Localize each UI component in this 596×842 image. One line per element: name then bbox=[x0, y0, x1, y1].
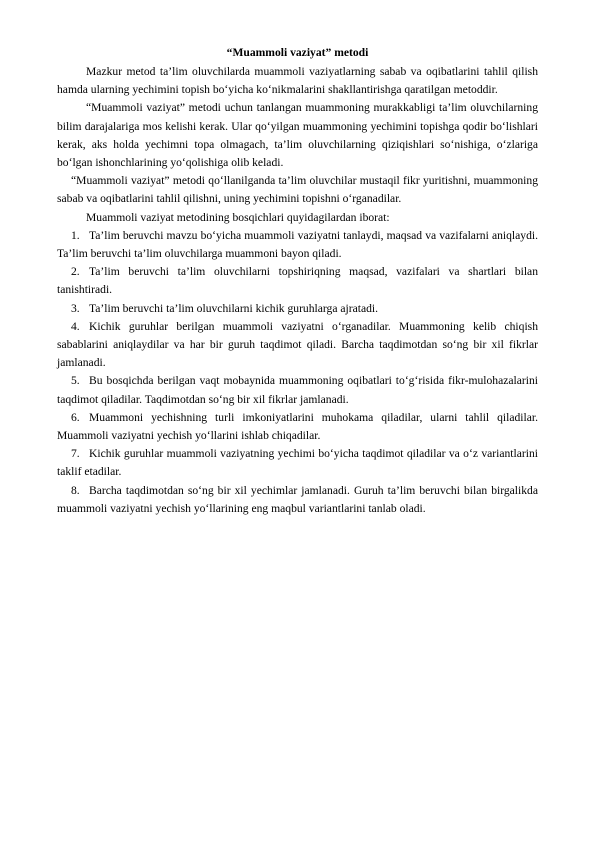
paragraph-application: “Muammoli vaziyat” metodi qo‘llanilganda ta’lim oluvchilar mustaqil fikr yuritishni, muammoning sabab va oqibatlarini tahlil qilishni, uning yechimini topishni o‘rganadilar. bbox=[57, 174, 538, 206]
step-text: Kichik guruhlar berilgan muammoli vaziyatni o‘rganadilar. Muammoning kelib chiqish sabablarini aniqlaydilar va har bir guruh taqdimot qiladi. Barcha taqdimotdan so‘ng bir xil fikrlar jamlanadi. bbox=[57, 319, 538, 370]
paragraph-complexity: “Muammoli vaziyat” metodi uchun tanlangan muammoning murakkabligi ta’lim oluvchilarning bilim darajalariga mos kelishi kerak. Ular qo‘yilgan muammoning yechimini topishga qodir bo‘lishlari kerak, aks holda yechimni topa olmagach, ta’lim oluvchilarning qiziqishlari so‘nishiga, o‘zlariga bo‘lgan ishonchlarining yo‘qolishiga olib keladi. bbox=[57, 101, 538, 170]
step-text: Bu bosqichda berilgan vaqt mobaynida muammoning oqibatlari to‘g‘risida fikr-mulohazalarini taqdimot qiladilar. Taqdimotdan so‘ng bir xil fikrlar jamlanadi. bbox=[57, 374, 538, 406]
list-item-step-7 bbox=[57, 445, 538, 481]
list-item-step-6 bbox=[57, 409, 538, 445]
step-number: 5. bbox=[71, 374, 80, 388]
list-item-step-2 bbox=[57, 263, 538, 299]
step-number: 1. bbox=[71, 228, 80, 242]
document-page bbox=[57, 44, 538, 518]
step-text: Ta’lim beruvchi mavzu bo‘yicha muammoli vaziyatni tanlaydi, maqsad va vazifalarni aniqlaydi. Ta’lim beruvchi ta’lim oluvchilarga muammoni bayon qiladi. bbox=[57, 228, 538, 261]
step-text: Barcha taqdimotdan so‘ng bir xil yechimlar jamlanadi. Guruh ta’lim beruvchi bilan birgalikda muammoli vaziyatni yechish yo‘llarining eng maqbul variantlarini tanlab oladi. bbox=[57, 483, 538, 515]
list-item-step-5 bbox=[57, 372, 538, 408]
paragraph-intro: Mazkur metod ta’lim oluvchilarda muammoli vaziyatlarning sabab va oqibatlarini tahlil qilish hamda ularning yechimini topish bo‘yicha ko‘nikmalarini shakllantirishga qaratilgan metoddir. bbox=[57, 65, 538, 97]
step-number: 2. bbox=[71, 265, 80, 279]
step-number: 6. bbox=[71, 410, 80, 424]
step-number: 8. bbox=[71, 483, 80, 497]
step-text: Ta’lim beruvchi ta’lim oluvchilarni kichik guruhlarga ajratadi. bbox=[89, 301, 379, 315]
document-title: “Muammoli vaziyat” metodi bbox=[226, 46, 369, 59]
step-number: 3. bbox=[71, 301, 80, 315]
step-number: 7. bbox=[71, 447, 80, 461]
list-item-step-3 bbox=[57, 300, 538, 318]
step-text: Kichik guruhlar muammoli vaziyatning yechimi bo‘yicha taqdimot qiladilar va o‘z variantlarini taklif etadilar. bbox=[57, 447, 538, 479]
step-text: Ta’lim beruvchi ta’lim oluvchilarni topshiriqning maqsad, vazifalari va shartlari bilan tanishtiradi. bbox=[57, 265, 538, 297]
paragraph-stages-intro: Muammoli vaziyat metodining bosqichlari quyidagilardan iborat: bbox=[86, 210, 390, 224]
step-text: Muammoni yechishning turli imkoniyatlarini muhokama qiladilar, ularni tahlil qiladilar. Muammoli vaziyatni yechish yo‘llarini ishlab chiqadilar. bbox=[57, 410, 538, 443]
list-item-step-8 bbox=[57, 482, 538, 518]
list-item-step-1 bbox=[57, 227, 538, 263]
step-number: 4. bbox=[71, 319, 80, 333]
list-item-step-4 bbox=[57, 318, 538, 373]
